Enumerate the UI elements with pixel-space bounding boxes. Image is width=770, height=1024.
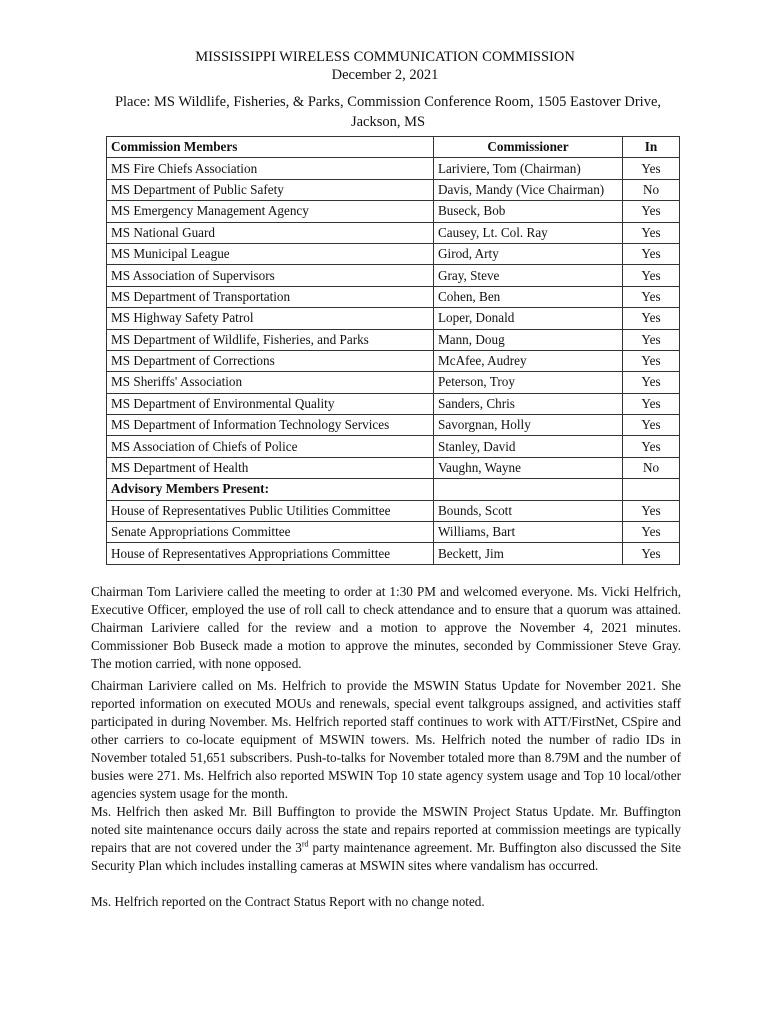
- member-present: Yes: [623, 393, 680, 414]
- member-org: MS Department of Environmental Quality: [107, 393, 434, 414]
- member-present: No: [623, 457, 680, 478]
- table-row: [107, 243, 680, 264]
- member-org: MS Highway Safety Patrol: [107, 308, 434, 329]
- member-present: Yes: [623, 372, 680, 393]
- member-commissioner: Buseck, Bob: [434, 201, 623, 222]
- member-present: Yes: [623, 308, 680, 329]
- member-commissioner: Cohen, Ben: [434, 286, 623, 307]
- table-row: [107, 329, 680, 350]
- member-org: MS Department of Health: [107, 457, 434, 478]
- member-org: MS Association of Chiefs of Police: [107, 436, 434, 457]
- ordinal-suffix: rd: [301, 839, 309, 849]
- member-present: Yes: [623, 222, 680, 243]
- table-header-row: [107, 137, 680, 158]
- advisory-org: House of Representatives Appropriations Committee: [107, 543, 434, 564]
- table-row: [107, 308, 680, 329]
- table-row: [107, 286, 680, 307]
- paragraph-project-status-end: party maintenance agreement. Mr. Buffington also discussed the Site Security Plan which includes installing cameras at MSWIN sites where vandalism has occurred.: [91, 840, 681, 873]
- table-row: [107, 350, 680, 371]
- member-commissioner: Gray, Steve: [434, 265, 623, 286]
- organization-title: MISSISSIPPI WIRELESS COMMUNICATION COMMISSION: [195, 49, 575, 65]
- advisory-org: Senate Appropriations Committee: [107, 522, 434, 543]
- table-row: [107, 222, 680, 243]
- member-present: Yes: [623, 350, 680, 371]
- member-org: MS Department of Public Safety: [107, 179, 434, 200]
- advisory-commissioner: Beckett, Jim: [434, 543, 623, 564]
- meeting-date: December 2, 2021: [331, 67, 439, 83]
- member-commissioner: Savorgnan, Holly: [434, 415, 623, 436]
- empty-cell: [623, 479, 680, 500]
- member-present: Yes: [623, 415, 680, 436]
- member-commissioner: Vaughn, Wayne: [434, 457, 623, 478]
- member-org: MS National Guard: [107, 222, 434, 243]
- member-commissioner: McAfee, Audrey: [434, 350, 623, 371]
- advisory-present: Yes: [623, 522, 680, 543]
- paragraph-project-status: [91, 803, 681, 875]
- table-row: [107, 393, 680, 414]
- table-row: [107, 158, 680, 179]
- member-present: Yes: [623, 286, 680, 307]
- member-org: MS Department of Transportation: [107, 286, 434, 307]
- member-commissioner: Girod, Arty: [434, 243, 623, 264]
- member-present: Yes: [623, 158, 680, 179]
- member-present: Yes: [623, 243, 680, 264]
- advisory-commissioner: Williams, Bart: [434, 522, 623, 543]
- table-row: [107, 436, 680, 457]
- advisory-present: Yes: [623, 543, 680, 564]
- member-org: MS Emergency Management Agency: [107, 201, 434, 222]
- member-commissioner: Loper, Donald: [434, 308, 623, 329]
- advisory-org: House of Representatives Public Utilities Committee: [107, 500, 434, 521]
- table-row: [107, 179, 680, 200]
- member-commissioner: Causey, Lt. Col. Ray: [434, 222, 623, 243]
- member-commissioner: Davis, Mandy (Vice Chairman): [434, 179, 623, 200]
- column-header-commissioner: Commissioner: [434, 137, 623, 158]
- member-commissioner: Lariviere, Tom (Chairman): [434, 158, 623, 179]
- member-org: MS Municipal League: [107, 243, 434, 264]
- member-org: MS Department of Information Technology Services: [107, 415, 434, 436]
- advisory-present: Yes: [623, 500, 680, 521]
- paragraph-project-status-start: Ms. Helfrich then asked Mr. Bill Buffington to provide the MSWIN Project Status Update. Mr. Buffington noted site maintenance occurs daily across the state and repairs reported at commission meetings are typically repairs that are not covered under the 3: [91, 804, 681, 855]
- member-org: MS Department of Corrections: [107, 350, 434, 371]
- member-present: Yes: [623, 201, 680, 222]
- advisory-members-label: Advisory Members Present:: [107, 479, 434, 500]
- table-row: [107, 522, 680, 543]
- member-commissioner: Stanley, David: [434, 436, 623, 457]
- table-row: [107, 415, 680, 436]
- column-header-members: Commission Members: [107, 137, 434, 158]
- member-present: No: [623, 179, 680, 200]
- member-org: MS Department of Wildlife, Fisheries, and Parks: [107, 329, 434, 350]
- column-header-in: In: [623, 137, 680, 158]
- advisory-commissioner: Bounds, Scott: [434, 500, 623, 521]
- table-row: [107, 500, 680, 521]
- member-org: MS Sheriffs' Association: [107, 372, 434, 393]
- table-row: [107, 457, 680, 478]
- member-org: MS Fire Chiefs Association: [107, 158, 434, 179]
- member-commissioner: Peterson, Troy: [434, 372, 623, 393]
- advisory-header-row: [107, 479, 680, 500]
- member-present: Yes: [623, 329, 680, 350]
- member-present: Yes: [623, 436, 680, 457]
- member-present: Yes: [623, 265, 680, 286]
- attendance-table: [106, 136, 680, 565]
- paragraph-status-update: Chairman Lariviere called on Ms. Helfrich to provide the MSWIN Status Update for November 2021. She reported information on executed MOUs and renewals, special event talkgroups assigned, and activities staff participated in during November. Ms. Helfrich reported staff continues to work with ATT/FirstNet, CSpire and other carriers to co-locate equipment of MSWIN towers. Ms. Helfrich noted the number of radio IDs in November totaled 51,651 subscribers. Push-to-talks for November totaled more than 8.79M and the number of busies were 271. Ms. Helfrich also reported MSWIN Top 10 state agency system usage and Top 10 local/other agencies system usage for the month.: [91, 678, 681, 801]
- table-row: [107, 265, 680, 286]
- meeting-place: Place: MS Wildlife, Fisheries, & Parks, Commission Conference Room, 1505 Eastover Drive, Jackson, MS: [114, 94, 662, 130]
- empty-cell: [434, 479, 623, 500]
- member-commissioner: Sanders, Chris: [434, 393, 623, 414]
- table-row: [107, 372, 680, 393]
- member-org: MS Association of Supervisors: [107, 265, 434, 286]
- paragraph-call-to-order: Chairman Tom Lariviere called the meeting to order at 1:30 PM and welcomed everyone. Ms. Vicki Helfrich, Executive Officer, employed the use of roll call to check attendance and to ensure that a quorum was attained. Chairman Lariviere called for the review and a motion to approve the November 4, 2021 minutes. Commissioner Bob Buseck made a motion to approve the minutes, seconded by Commissioner Steve Gray. The motion carried, with none opposed.: [91, 584, 681, 671]
- table-row: [107, 543, 680, 564]
- table-row: [107, 201, 680, 222]
- paragraph-contract-status: Ms. Helfrich reported on the Contract Status Report with no change noted.: [91, 894, 485, 909]
- member-commissioner: Mann, Doug: [434, 329, 623, 350]
